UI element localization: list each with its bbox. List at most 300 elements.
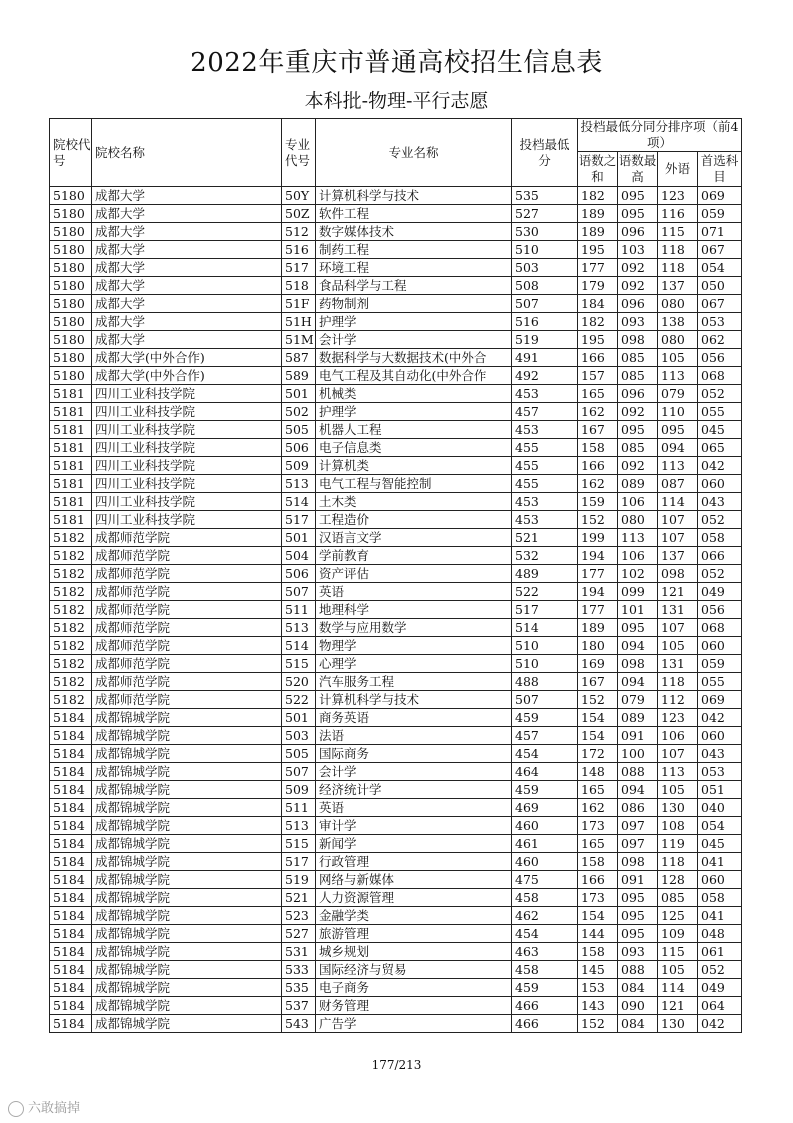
cell-foreign: 121 — [658, 583, 698, 601]
cell-min-score: 453 — [512, 385, 578, 403]
watermark — [8, 1097, 80, 1117]
cell-chn-math-max: 089 — [618, 475, 658, 493]
cell-chn-math-max: 091 — [618, 727, 658, 745]
cell-min-score: 510 — [512, 655, 578, 673]
cell-school-name: 成都师范学院 — [92, 601, 282, 619]
cell-chn-math-sum: 158 — [578, 943, 618, 961]
cell-foreign: 087 — [658, 475, 698, 493]
cell-first-subject: 056 — [698, 601, 742, 619]
cell-school-code: 5182 — [50, 655, 92, 673]
table-row — [50, 277, 742, 295]
cell-min-score: 532 — [512, 547, 578, 565]
cell-school-name: 成都师范学院 — [92, 529, 282, 547]
cell-foreign: 108 — [658, 817, 698, 835]
cell-school-name: 成都师范学院 — [92, 673, 282, 691]
cell-major-code: 506 — [282, 565, 316, 583]
cell-school-code: 5182 — [50, 583, 92, 601]
cell-foreign: 118 — [658, 259, 698, 277]
cell-min-score: 455 — [512, 457, 578, 475]
cell-school-code: 5184 — [50, 907, 92, 925]
cell-min-score: 510 — [512, 241, 578, 259]
cell-school-name: 成都大学 — [92, 331, 282, 349]
cell-min-score: 463 — [512, 943, 578, 961]
cell-first-subject: 068 — [698, 367, 742, 385]
cell-first-subject: 058 — [698, 529, 742, 547]
header-tie-group: 投档最低分同分排序项（前4项） — [578, 119, 742, 152]
table-row — [50, 835, 742, 853]
cell-min-score: 459 — [512, 709, 578, 727]
cell-school-name: 成都锦城学院 — [92, 727, 282, 745]
cell-first-subject: 059 — [698, 655, 742, 673]
cell-min-score: 521 — [512, 529, 578, 547]
cell-chn-math-sum: 189 — [578, 619, 618, 637]
cell-min-score: 460 — [512, 817, 578, 835]
cell-school-code: 5182 — [50, 529, 92, 547]
cell-first-subject: 050 — [698, 277, 742, 295]
table-row — [50, 601, 742, 619]
cell-major-code: 519 — [282, 871, 316, 889]
cell-major-code: 507 — [282, 583, 316, 601]
cell-major-code: 513 — [282, 475, 316, 493]
cell-chn-math-max: 113 — [618, 529, 658, 547]
cell-major-code: 505 — [282, 745, 316, 763]
cell-school-code: 5182 — [50, 691, 92, 709]
cell-major-name: 商务英语 — [316, 709, 512, 727]
cell-school-code: 5182 — [50, 637, 92, 655]
cell-chn-math-sum: 167 — [578, 673, 618, 691]
page-number: 177/213 — [371, 1058, 422, 1072]
table-row — [50, 691, 742, 709]
cell-foreign: 107 — [658, 619, 698, 637]
cell-min-score: 530 — [512, 223, 578, 241]
cell-school-code: 5180 — [50, 223, 92, 241]
cell-major-code: 516 — [282, 241, 316, 259]
cell-major-code: 50Y — [282, 187, 316, 205]
cell-chn-math-max: 093 — [618, 313, 658, 331]
table-row — [50, 367, 742, 385]
cell-foreign: 085 — [658, 889, 698, 907]
cell-first-subject: 052 — [698, 511, 742, 529]
cell-chn-math-sum: 162 — [578, 799, 618, 817]
cell-first-subject: 054 — [698, 259, 742, 277]
table-row — [50, 889, 742, 907]
cell-school-code: 5180 — [50, 331, 92, 349]
table-row — [50, 961, 742, 979]
cell-first-subject: 060 — [698, 871, 742, 889]
table-row — [50, 907, 742, 925]
cell-chn-math-sum: 158 — [578, 853, 618, 871]
cell-min-score: 458 — [512, 961, 578, 979]
cell-major-code: 521 — [282, 889, 316, 907]
cell-major-code: 502 — [282, 403, 316, 421]
cell-major-name: 计算机科学与技术 — [316, 187, 512, 205]
cell-major-code: 522 — [282, 691, 316, 709]
cell-chn-math-max: 095 — [618, 187, 658, 205]
cell-foreign: 115 — [658, 943, 698, 961]
cell-min-score: 510 — [512, 637, 578, 655]
cell-chn-math-max: 096 — [618, 385, 658, 403]
table-row — [50, 997, 742, 1015]
table-row — [50, 187, 742, 205]
cell-major-code: 514 — [282, 493, 316, 511]
table-row — [50, 565, 742, 583]
cell-chn-math-max: 092 — [618, 403, 658, 421]
cell-chn-math-sum: 195 — [578, 331, 618, 349]
cell-school-code: 5184 — [50, 961, 92, 979]
cell-chn-math-max: 095 — [618, 907, 658, 925]
cell-major-code: 520 — [282, 673, 316, 691]
cell-major-code: 513 — [282, 817, 316, 835]
admission-table — [49, 118, 742, 1033]
cell-school-code: 5184 — [50, 781, 92, 799]
cell-chn-math-max: 100 — [618, 745, 658, 763]
cell-major-code: 501 — [282, 385, 316, 403]
cell-major-code: 509 — [282, 781, 316, 799]
cell-school-code: 5182 — [50, 601, 92, 619]
cell-major-code: 543 — [282, 1015, 316, 1033]
cell-school-name: 成都师范学院 — [92, 547, 282, 565]
cell-major-code: 527 — [282, 925, 316, 943]
cell-chn-math-max: 090 — [618, 997, 658, 1015]
cell-major-code: 506 — [282, 439, 316, 457]
cell-min-score: 489 — [512, 565, 578, 583]
cell-first-subject: 059 — [698, 205, 742, 223]
cell-first-subject: 062 — [698, 331, 742, 349]
cell-major-code: 515 — [282, 835, 316, 853]
cell-first-subject: 060 — [698, 637, 742, 655]
cell-foreign: 121 — [658, 997, 698, 1015]
table-row — [50, 205, 742, 223]
cell-min-score: 492 — [512, 367, 578, 385]
cell-major-name: 工程造价 — [316, 511, 512, 529]
cell-foreign: 113 — [658, 457, 698, 475]
cell-chn-math-max: 094 — [618, 637, 658, 655]
table-row — [50, 727, 742, 745]
cell-chn-math-sum: 152 — [578, 1015, 618, 1033]
cell-chn-math-sum: 162 — [578, 475, 618, 493]
cell-min-score: 535 — [512, 187, 578, 205]
cell-major-code: 501 — [282, 709, 316, 727]
header-min-score: 投档最低分 — [512, 119, 578, 187]
cell-first-subject: 055 — [698, 403, 742, 421]
cell-foreign: 137 — [658, 547, 698, 565]
cell-foreign: 123 — [658, 709, 698, 727]
cell-school-name: 成都锦城学院 — [92, 709, 282, 727]
cell-major-code: 515 — [282, 655, 316, 673]
cell-chn-math-sum: 179 — [578, 277, 618, 295]
cell-chn-math-max: 092 — [618, 457, 658, 475]
cell-first-subject: 052 — [698, 385, 742, 403]
cell-school-name: 成都师范学院 — [92, 583, 282, 601]
table-row — [50, 781, 742, 799]
cell-chn-math-max: 103 — [618, 241, 658, 259]
cell-school-name: 成都锦城学院 — [92, 763, 282, 781]
table-row — [50, 871, 742, 889]
cell-major-code: 517 — [282, 853, 316, 871]
cell-major-name: 行政管理 — [316, 853, 512, 871]
cell-chn-math-max: 088 — [618, 961, 658, 979]
cell-chn-math-sum: 152 — [578, 511, 618, 529]
cell-foreign: 080 — [658, 331, 698, 349]
table-row — [50, 259, 742, 277]
cell-school-name: 四川工业科技学院 — [92, 457, 282, 475]
cell-major-code: 51H — [282, 313, 316, 331]
header-foreign: 外语 — [658, 152, 698, 187]
cell-min-score: 454 — [512, 745, 578, 763]
cell-min-score: 507 — [512, 691, 578, 709]
table-row — [50, 313, 742, 331]
table-row — [50, 295, 742, 313]
cell-first-subject: 052 — [698, 961, 742, 979]
cell-school-name: 成都大学(中外合作) — [92, 367, 282, 385]
cell-min-score: 453 — [512, 493, 578, 511]
cell-chn-math-sum: 184 — [578, 295, 618, 313]
cell-foreign: 105 — [658, 961, 698, 979]
cell-school-code: 5181 — [50, 439, 92, 457]
cell-first-subject: 041 — [698, 853, 742, 871]
cell-min-score: 514 — [512, 619, 578, 637]
cell-school-code: 5181 — [50, 511, 92, 529]
cell-school-name: 成都大学 — [92, 295, 282, 313]
cell-first-subject: 042 — [698, 709, 742, 727]
cell-school-name: 成都大学 — [92, 205, 282, 223]
cell-major-code: 507 — [282, 763, 316, 781]
table-row — [50, 583, 742, 601]
cell-min-score: 461 — [512, 835, 578, 853]
cell-first-subject: 040 — [698, 799, 742, 817]
cell-major-code: 518 — [282, 277, 316, 295]
cell-major-code: 587 — [282, 349, 316, 367]
cell-min-score: 503 — [512, 259, 578, 277]
cell-major-name: 食品科学与工程 — [316, 277, 512, 295]
cell-chn-math-sum: 167 — [578, 421, 618, 439]
cell-first-subject: 053 — [698, 763, 742, 781]
cell-min-score: 459 — [512, 979, 578, 997]
cell-major-name: 物理学 — [316, 637, 512, 655]
cell-school-code: 5180 — [50, 349, 92, 367]
cell-chn-math-sum: 173 — [578, 817, 618, 835]
cell-school-code: 5181 — [50, 475, 92, 493]
cell-chn-math-max: 095 — [618, 619, 658, 637]
cell-foreign: 113 — [658, 367, 698, 385]
cell-major-code: 51F — [282, 295, 316, 313]
cell-major-name: 英语 — [316, 799, 512, 817]
cell-min-score: 455 — [512, 475, 578, 493]
cell-foreign: 098 — [658, 565, 698, 583]
cell-chn-math-max: 085 — [618, 349, 658, 367]
cell-first-subject: 055 — [698, 673, 742, 691]
table-row — [50, 223, 742, 241]
cell-major-code: 50Z — [282, 205, 316, 223]
cell-foreign: 110 — [658, 403, 698, 421]
cell-major-code: 514 — [282, 637, 316, 655]
table-row — [50, 763, 742, 781]
cell-foreign: 130 — [658, 1015, 698, 1033]
cell-first-subject: 048 — [698, 925, 742, 943]
cell-school-code: 5180 — [50, 259, 92, 277]
cell-foreign: 106 — [658, 727, 698, 745]
cell-major-name: 护理学 — [316, 313, 512, 331]
cell-major-name: 网络与新媒体 — [316, 871, 512, 889]
cell-chn-math-max: 106 — [618, 493, 658, 511]
cell-foreign: 112 — [658, 691, 698, 709]
cell-foreign: 118 — [658, 853, 698, 871]
cell-major-name: 汉语言文学 — [316, 529, 512, 547]
cell-chn-math-max: 092 — [618, 259, 658, 277]
page-subtitle: 本科批-物理-平行志愿 — [304, 90, 489, 112]
cell-school-name: 成都锦城学院 — [92, 871, 282, 889]
cell-min-score: 507 — [512, 295, 578, 313]
cell-school-code: 5182 — [50, 547, 92, 565]
cell-school-name: 成都锦城学院 — [92, 781, 282, 799]
cell-school-code: 5181 — [50, 457, 92, 475]
cell-foreign: 080 — [658, 295, 698, 313]
cell-school-name: 成都大学 — [92, 223, 282, 241]
cell-foreign: 116 — [658, 205, 698, 223]
cell-school-code: 5181 — [50, 421, 92, 439]
cell-chn-math-sum: 159 — [578, 493, 618, 511]
cell-major-name: 电气工程及其自动化(中外合作 — [316, 367, 512, 385]
cell-school-name: 成都锦城学院 — [92, 799, 282, 817]
cell-min-score: 457 — [512, 727, 578, 745]
header-first-subject: 首选科目 — [698, 152, 742, 187]
cell-chn-math-sum: 154 — [578, 727, 618, 745]
cell-school-code: 5184 — [50, 1015, 92, 1033]
cell-school-name: 成都锦城学院 — [92, 853, 282, 871]
cell-chn-math-sum: 148 — [578, 763, 618, 781]
cell-school-name: 成都大学(中外合作) — [92, 349, 282, 367]
cell-first-subject: 060 — [698, 475, 742, 493]
cell-school-code: 5182 — [50, 619, 92, 637]
cell-school-name: 成都锦城学院 — [92, 817, 282, 835]
cell-major-code: 531 — [282, 943, 316, 961]
cell-school-name: 成都师范学院 — [92, 619, 282, 637]
table-body — [50, 187, 742, 1033]
table-row — [50, 673, 742, 691]
cell-chn-math-max: 085 — [618, 439, 658, 457]
table-row — [50, 403, 742, 421]
cell-chn-math-sum: 144 — [578, 925, 618, 943]
table-row — [50, 421, 742, 439]
cell-foreign: 107 — [658, 511, 698, 529]
cell-school-name: 四川工业科技学院 — [92, 439, 282, 457]
table-row — [50, 529, 742, 547]
cell-major-name: 软件工程 — [316, 205, 512, 223]
cell-chn-math-sum: 162 — [578, 403, 618, 421]
cell-min-score: 522 — [512, 583, 578, 601]
cell-major-code: 505 — [282, 421, 316, 439]
cell-first-subject: 064 — [698, 997, 742, 1015]
cell-major-code: 513 — [282, 619, 316, 637]
cell-foreign: 115 — [658, 223, 698, 241]
cell-foreign: 105 — [658, 637, 698, 655]
cell-chn-math-sum: 165 — [578, 835, 618, 853]
cell-school-name: 成都锦城学院 — [92, 889, 282, 907]
cell-chn-math-sum: 153 — [578, 979, 618, 997]
cell-school-code: 5184 — [50, 853, 92, 871]
table-row — [50, 475, 742, 493]
cell-first-subject: 069 — [698, 691, 742, 709]
cell-school-name: 成都锦城学院 — [92, 745, 282, 763]
table-row — [50, 817, 742, 835]
table-row — [50, 709, 742, 727]
cell-first-subject: 060 — [698, 727, 742, 745]
cell-major-name: 国际商务 — [316, 745, 512, 763]
cell-min-score: 464 — [512, 763, 578, 781]
cell-major-name: 经济统计学 — [316, 781, 512, 799]
cell-foreign: 131 — [658, 601, 698, 619]
header-major-code: 专业代号 — [282, 119, 316, 187]
watermark-logo-icon — [8, 1101, 24, 1117]
header-school-name: 院校名称 — [92, 119, 282, 187]
cell-first-subject: 056 — [698, 349, 742, 367]
watermark-text: 六敢搞掉 — [28, 1101, 81, 1116]
cell-chn-math-sum: 177 — [578, 259, 618, 277]
cell-major-name: 地理科学 — [316, 601, 512, 619]
cell-chn-math-sum: 143 — [578, 997, 618, 1015]
cell-first-subject: 067 — [698, 241, 742, 259]
cell-major-name: 新闻学 — [316, 835, 512, 853]
table-row — [50, 457, 742, 475]
cell-major-name: 城乡规划 — [316, 943, 512, 961]
cell-school-code: 5182 — [50, 565, 92, 583]
cell-foreign: 107 — [658, 529, 698, 547]
cell-chn-math-max: 095 — [618, 421, 658, 439]
cell-school-name: 成都锦城学院 — [92, 961, 282, 979]
cell-school-code: 5180 — [50, 367, 92, 385]
cell-first-subject: 053 — [698, 313, 742, 331]
cell-school-name: 成都师范学院 — [92, 691, 282, 709]
cell-min-score: 475 — [512, 871, 578, 889]
cell-school-name: 成都锦城学院 — [92, 835, 282, 853]
cell-major-name: 护理学 — [316, 403, 512, 421]
cell-min-score: 466 — [512, 997, 578, 1015]
cell-min-score: 453 — [512, 421, 578, 439]
table-row — [50, 925, 742, 943]
cell-school-code: 5184 — [50, 763, 92, 781]
cell-foreign: 138 — [658, 313, 698, 331]
cell-chn-math-max: 102 — [618, 565, 658, 583]
cell-chn-math-max: 092 — [618, 277, 658, 295]
cell-chn-math-max: 094 — [618, 781, 658, 799]
cell-chn-math-max: 101 — [618, 601, 658, 619]
cell-major-name: 数学与应用数学 — [316, 619, 512, 637]
cell-foreign: 105 — [658, 781, 698, 799]
cell-min-score: 519 — [512, 331, 578, 349]
cell-major-name: 人力资源管理 — [316, 889, 512, 907]
cell-school-name: 成都大学 — [92, 277, 282, 295]
cell-first-subject: 042 — [698, 457, 742, 475]
cell-major-name: 财务管理 — [316, 997, 512, 1015]
cell-school-name: 成都大学 — [92, 313, 282, 331]
cell-chn-math-max: 106 — [618, 547, 658, 565]
cell-school-name: 四川工业科技学院 — [92, 385, 282, 403]
cell-major-name: 药物制剂 — [316, 295, 512, 313]
cell-chn-math-sum: 166 — [578, 349, 618, 367]
table-row — [50, 241, 742, 259]
cell-chn-math-max: 080 — [618, 511, 658, 529]
cell-min-score: 462 — [512, 907, 578, 925]
cell-chn-math-max: 085 — [618, 367, 658, 385]
cell-major-name: 资产评估 — [316, 565, 512, 583]
cell-major-name: 数据科学与大数据技术(中外合 — [316, 349, 512, 367]
cell-chn-math-max: 097 — [618, 835, 658, 853]
cell-school-name: 成都大学 — [92, 259, 282, 277]
cell-first-subject: 061 — [698, 943, 742, 961]
cell-major-name: 国际经济与贸易 — [316, 961, 512, 979]
cell-chn-math-max: 084 — [618, 979, 658, 997]
cell-chn-math-sum: 189 — [578, 223, 618, 241]
